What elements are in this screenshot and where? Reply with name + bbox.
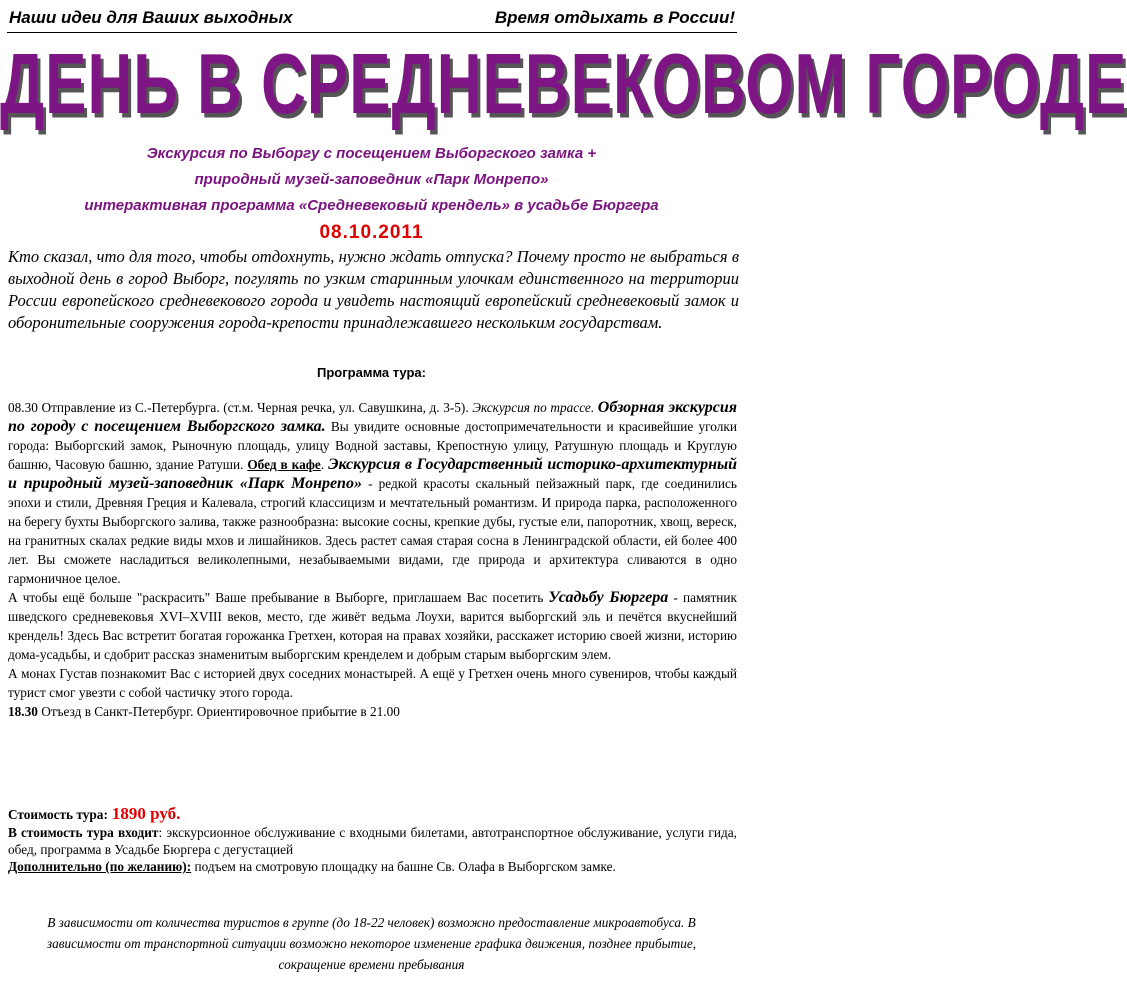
extra-line bbox=[8, 858, 737, 875]
city-tour-text: Вы увидите основные достопримечательности и красивейшие уголки города: Выборгский замок, Рыночную площадь, улицу Водной заставы, Крепостную улицу, Ратушную площадь и Круглую башню, Часовую башню, здание Ратуши. bbox=[8, 419, 737, 472]
subtitle-line-3: интерактивная программа «Средневековый крендель» в усадьбе Бюргера bbox=[84, 197, 659, 214]
program-paragraph-2 bbox=[8, 588, 737, 664]
city-tour-heading: Обзорная экскурсия по городу с посещением Выборгского замка. bbox=[8, 399, 738, 435]
return-text: Отъезд в Санкт-Петербург. Ориентировочное прибытие в 21.00 bbox=[37, 704, 400, 719]
included-text: : экскурсионное обслуживание с входными билетами, автотранспортное обслуживание, услуги гида, обед, программа в Усадьбе Бюргера с дегустацией bbox=[8, 825, 737, 857]
tour-date: 08.10.2011 bbox=[319, 222, 424, 243]
header-bar bbox=[7, 6, 737, 33]
program-paragraph-1: 08.30 Отправление из С.-Петербурга. (ст.м. Черная речка, ул. Савушкина, д. 3-5). Экскурсия по трассе. Обзорная экскурсия по городу с посещением Выборгского замка. Вы увидите основные достопримечательности и красивейшие уголки города: Выборгский замок, Рыночную площадь, улицу Водной заставы, Крепостную улицу, Ратушную площадь и Круглую башню, Часовую башню, здание Ратуши. Обед в кафе. Экскурсия в Государственный историко-архитектурный и природный музей-заповедник «Парк Монрепо» - редкой красоты скальный пейзажный парк, где соединились эпохи и стили, Древняя Греция и Калевала, строгий классицизм и мечтательный романтизм. И природа парка, расположенного на берегу бухты Выборгского залива, также разнообразна: высокие сосны, крепкие дубы, густые ели, папоротник, хвощ, вереск, на гранитных скалах редкие виды мхов и лишайников. Здесь растет самая старая сосна в Ленинградской области, ей более 400 лет. Вы сможете насладиться великолепными, незабываемыми видами, где природа и архитектура сливаются в одно гармоничное целое. bbox=[8, 399, 738, 586]
header-right-slogan: Время отдыхать в России! bbox=[494, 8, 735, 27]
lunch-label: Обед в кафе bbox=[247, 457, 321, 472]
return-time: 18.30 bbox=[8, 704, 38, 719]
included-line bbox=[8, 824, 737, 858]
park-excursion-text: - редкой красоты скальный пейзажный парк, где соединились эпохи и стили, Древняя Греция и Калевала, строгий классицизм и мечтательный романтизм. И природа парка, расположенного на берегу бухты Выборгского залива, также разнообразна: высокие сосны, крепкие дубы, густые ели, папоротник, хвощ, вереск, на гранитных скалах редкие виды мхов и лишайников. Здесь растет самая старая сосна в Ленинградской области, ей более 400 лет. Вы сможете насладиться великолепными, незабываемыми видами, где природа и архитектура сливаются в одно гармоничное целое. bbox=[8, 476, 737, 586]
burger-manor-heading: Усадьбу Бюргера bbox=[548, 589, 669, 606]
subtitle-line-2: природный музей-заповедник «Парк Монрепо» bbox=[194, 171, 549, 188]
included-label: В стоимость тура входит bbox=[8, 825, 159, 840]
subtitle-line-1: Экскурсия по Выборгу с посещением Выборгского замка + bbox=[146, 145, 597, 162]
invite-text: А чтобы ещё больше "раскрасить" Ваше пребывание в Выборге, приглашаем Вас посетить bbox=[8, 590, 549, 605]
cost-details bbox=[8, 824, 737, 875]
burger-manor-text: - памятник шведского средневековья XVI–XVIII веков, место, где живёт ведьма Лоухи, варится выборгский эль и печётся вкуснейший крендель! Здесь Вас встретит богатая горожанка Гретхен, которая на правах хозяйки, расскажет историю своей жизни, историю дома-усадьбы, и сдобрит рассказ знаменитым выборгским кренделем и добрым старым выборгским элем. bbox=[8, 590, 738, 662]
program-body bbox=[8, 398, 737, 721]
program-title: Программа тура: bbox=[317, 365, 426, 380]
departure-time: 08.30 bbox=[8, 400, 38, 415]
departure-text: Отправление из С.-Петербурга. (ст.м. Черная речка, ул. Савушкина, д. 3-5). bbox=[37, 400, 469, 415]
footer-note: В зависимости от количества туристов в группе (до 18-22 человек) возможно предоставление микроавтобуса. В зависимости от транспортной ситуации возможно некоторое изменение графика движения, позднее прибытие, сокращение времени пребывания bbox=[46, 915, 697, 972]
extra-text: подъем на смотровую площадку на башне Св. Олафа в Выборгском замке. bbox=[191, 859, 616, 874]
program-paragraph-4 bbox=[8, 702, 737, 721]
cost-value: 1890 руб. bbox=[111, 804, 181, 823]
park-excursion-heading: Экскурсия в Государственный историко-архитектурный и природный музей-заповедник «Парк Монрепо» bbox=[8, 456, 738, 492]
extra-label: Дополнительно (по желанию): bbox=[8, 859, 192, 874]
title-banner: ДЕНЬ В СРЕДНЕВЕКОВОМ ГОРОДЕ bbox=[0, 37, 1127, 133]
cost-label: Стоимость тура: bbox=[8, 807, 108, 822]
intro-paragraph: Кто сказал, что для того, чтобы отдохнуть, нужно ждать отпуска? Почему просто не выбраться в выходной день в город Выборг, погулять по узким старинным улочкам единственного на территории России европейского средневекового города и увидеть настоящий европейский средневековый замок и оборонительные сооружения города-крепости принадлежавшего нескольким государствам. bbox=[8, 247, 739, 332]
program-paragraph-3: А монах Густав познакомит Вас с историей двух соседних монастырей. А ещё у Гретхен очень много сувениров, чтобы каждый турист смог увезти с собой частичку этого города. bbox=[8, 666, 737, 700]
tour-cost bbox=[8, 804, 737, 824]
header-left-slogan: Наши идеи для Ваших выходных bbox=[9, 8, 293, 27]
road-excursion-note: Экскурсия по трассе. bbox=[468, 400, 595, 415]
